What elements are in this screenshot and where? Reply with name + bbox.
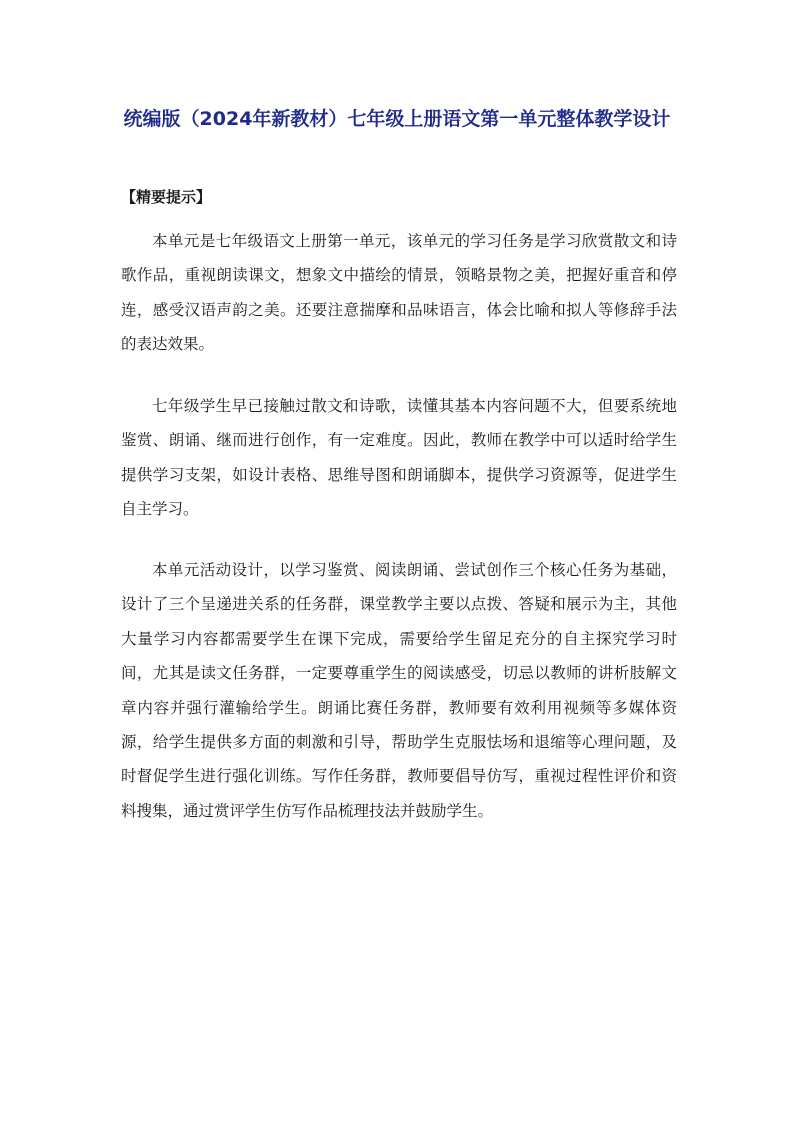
section-heading: 【精要提示】 (121, 188, 212, 206)
document-title: 统编版（2024年新教材）七年级上册语文第一单元整体教学设计 (123, 108, 671, 130)
paragraph-3: 本单元活动设计，以学习鉴赏、阅读朗诵、尝试创作三个核心任务为基础，设计了三个呈递进关系的任务群，课堂教学主要以点拨、答疑和展示为主，其他大量学习内容都需要学生在课下完成，需要给学生留足充分的自主探究学习时间，尤其是读文任务群，一定要尊重学生的阅读感受，切忌以教师的讲析肢解文章内容并强行灌输给学生。朗诵比赛任务群，教师要有效利用视频等多媒体资源，给学生提供多方面的刺激和引导，帮助学生克服怯场和退缩等心理问题，及时督促学生进行强化训练。写作任务群，教师要倡导仿写，重视过程性评价和资料搜集，通过赏评学生仿写作品梳理技法并鼓励学生。 (121, 561, 677, 820)
body-text-p2 (121, 389, 677, 527)
body-text-p3 (121, 553, 677, 828)
paragraph-1: 本单元是七年级语文上册第一单元，该单元的学习任务是学习欣赏散文和诗歌作品，重视朗读课文，想象文中描绘的情景，领略景物之美，把握好重音和停连，感受汉语声韵之美。还要注意揣摩和品味语言，体会比喻和拟人等修辞手法的表达效果。 (121, 232, 677, 354)
paragraph-2: 七年级学生早已接触过散文和诗歌，读懂其基本内容问题不大，但要系统地鉴赏、朗诵、继而进行创作，有一定难度。因此，教师在教学中可以适时给学生提供学习支架，如设计表格、思维导图和朗诵脚本，提供学习资源等，促进学生自主学习。 (121, 397, 677, 519)
body-text-p1 (121, 224, 677, 362)
